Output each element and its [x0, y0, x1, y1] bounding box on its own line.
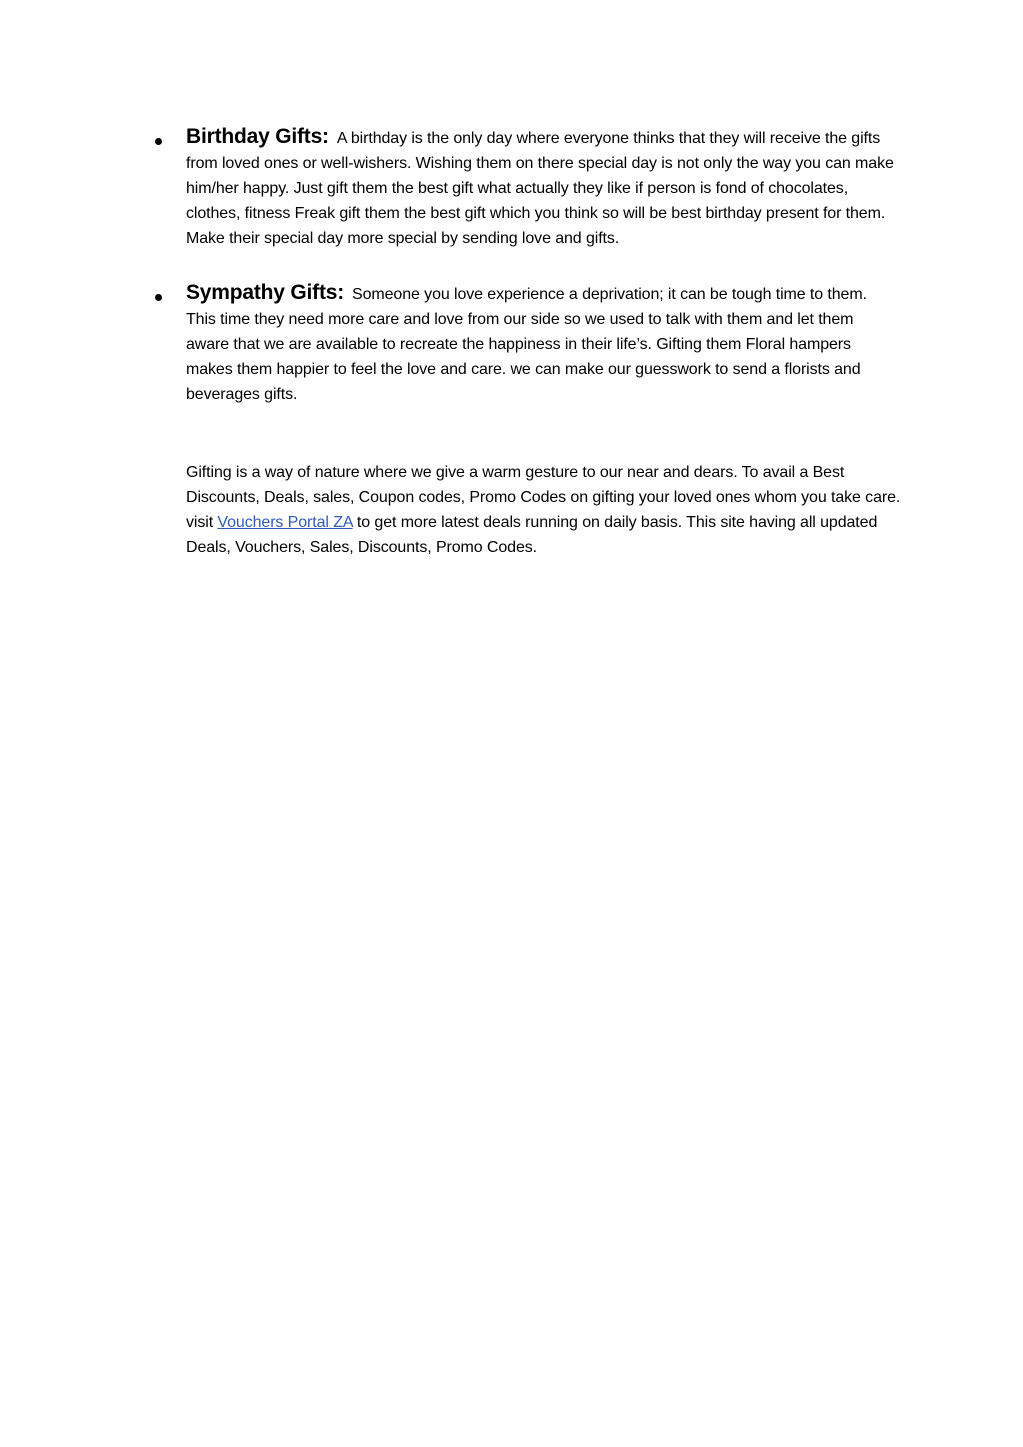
list-item-body [186, 280, 900, 407]
vouchers-portal-link[interactable]: Vouchers Portal ZA [217, 514, 353, 531]
list-item-birthday-gifts [150, 124, 900, 251]
closing-paragraph [186, 460, 906, 560]
list-item-text: Someone you love experience a deprivation; it can be tough time to them. This time they need more care and love from our side so we used to talk with them and let them aware that we are available to recreate the happiness in their life’s. Gifting them Floral hampers makes them happier to feel the love and care. we can make our guesswork to send a florists and beverages gifts. [186, 286, 867, 403]
gift-list [150, 124, 900, 436]
bullet-icon [155, 138, 162, 145]
list-item-heading: Sympathy Gifts: [186, 281, 345, 304]
closing-text-after-link: to get more latest deals running on daily basis. This site having all updated Deals, Vouchers, Sales, Discounts, Promo Codes. [186, 514, 878, 556]
list-item-body [186, 124, 900, 251]
list-item-sympathy-gifts [150, 280, 900, 407]
bullet-icon [155, 294, 162, 301]
list-item-heading: Birthday Gifts: [186, 125, 329, 148]
closing-text-before-link: Gifting is a way of nature where we give a warm gesture to our near and dears. To avail a Best Discounts, Deals, sales, Coupon codes, Promo Codes on gifting your loved ones whom you take care. visit [186, 464, 901, 531]
list-item-text: A birthday is the only day where everyone thinks that they will receive the gifts from loved ones or well-wishers. Wishing them on there special day is not only the way you can make him/her happy. Just gift them the best gift what actually they like if person is fond of chocolates, clothes, fitness Freak gift them the best gift which you think so will be best birthday present for them. Make their special day more special by sending love and gifts. [186, 130, 894, 247]
